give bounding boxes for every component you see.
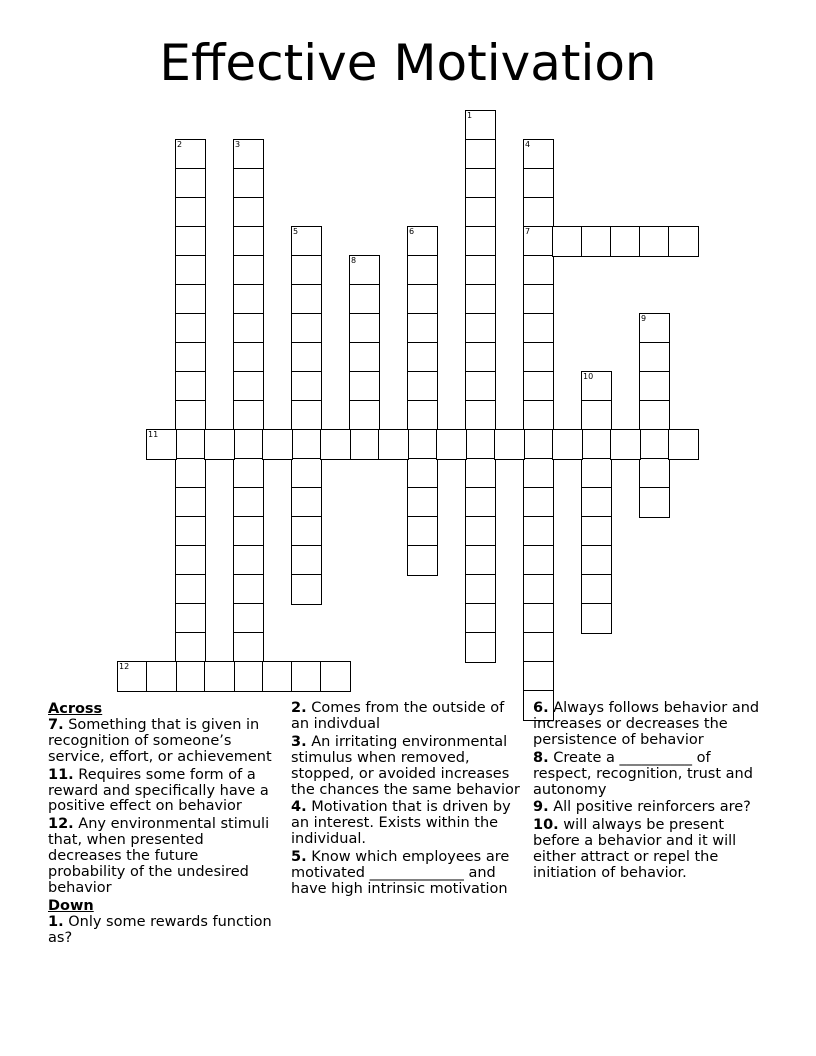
grid-cell[interactable] xyxy=(465,632,496,663)
clue-text: Only some rewards function as? xyxy=(48,913,272,946)
clue-text: Comes from the outside of an indivdual xyxy=(291,700,505,732)
clue-number: 11. xyxy=(48,766,74,783)
grid-cell[interactable] xyxy=(523,342,554,373)
grid-cell[interactable] xyxy=(465,284,496,315)
clue-number: 12. xyxy=(48,816,74,833)
grid-cell[interactable] xyxy=(262,429,293,460)
grid-cell[interactable] xyxy=(610,226,641,257)
grid-cell[interactable] xyxy=(465,342,496,373)
clue-column-3 xyxy=(533,701,765,884)
clue-number: 8. xyxy=(533,749,549,766)
grid-cell[interactable] xyxy=(523,574,554,605)
grid-cell[interactable] xyxy=(465,545,496,576)
grid-cell[interactable] xyxy=(204,661,235,692)
grid-cell[interactable] xyxy=(581,574,612,605)
cell-number: 12 xyxy=(119,662,130,671)
cell-number: 1 xyxy=(467,111,473,120)
grid-cell[interactable] xyxy=(175,458,206,489)
grid-cell[interactable] xyxy=(175,661,206,692)
clue-text: Requires some form of a reward and specifically have a positive effect on behavior xyxy=(48,766,269,815)
grid-cell[interactable] xyxy=(291,458,322,489)
clue-number: 6. xyxy=(533,700,549,716)
grid-cell[interactable] xyxy=(291,342,322,373)
clue-number: 9. xyxy=(533,799,549,816)
down-heading: Down xyxy=(48,897,94,914)
across-heading: Across xyxy=(48,701,103,717)
cell-number: 9 xyxy=(641,314,647,323)
grid-cell[interactable] xyxy=(233,139,264,170)
grid-cell[interactable] xyxy=(407,342,438,373)
grid-cell[interactable] xyxy=(465,487,496,518)
clue-text: Something that is given in recognition of someone’s service, effort, or achievement xyxy=(48,716,272,765)
grid-cell[interactable] xyxy=(175,632,206,663)
grid-cell[interactable] xyxy=(581,458,612,489)
grid-cell[interactable] xyxy=(233,400,264,431)
grid-cell[interactable] xyxy=(465,313,496,344)
grid-cell[interactable] xyxy=(465,168,496,199)
cell-number: 7 xyxy=(525,227,531,236)
grid-cell[interactable] xyxy=(610,429,641,460)
page-title: Effective Motivation xyxy=(159,34,657,92)
grid-cell[interactable] xyxy=(523,371,554,402)
grid-cell[interactable] xyxy=(175,197,206,228)
grid-cell[interactable] xyxy=(349,313,380,344)
grid-cell[interactable] xyxy=(291,284,322,315)
grid-cell[interactable] xyxy=(320,429,351,460)
grid-cell[interactable] xyxy=(407,284,438,315)
grid-cell[interactable] xyxy=(407,255,438,286)
grid-cell[interactable] xyxy=(233,574,264,605)
grid-cell[interactable] xyxy=(523,487,554,518)
grid-cell[interactable] xyxy=(233,313,264,344)
grid-cell[interactable] xyxy=(291,255,322,286)
clue-text: Know which employees are motivated _____________ and have high intrinsic motivation xyxy=(291,849,510,897)
grid-cell[interactable] xyxy=(581,226,612,257)
grid-cell[interactable] xyxy=(407,371,438,402)
grid-cell[interactable] xyxy=(465,574,496,605)
cell-number: 4 xyxy=(525,140,531,149)
grid-cell[interactable] xyxy=(175,516,206,547)
clue-number: 3. xyxy=(291,733,307,750)
grid-cell[interactable] xyxy=(523,255,554,286)
down-clue-8 xyxy=(533,751,765,799)
grid-cell[interactable] xyxy=(407,545,438,576)
grid-cell[interactable] xyxy=(291,226,322,257)
grid-cell[interactable] xyxy=(523,661,554,692)
down-clue-1 xyxy=(48,915,280,947)
across-clue-12 xyxy=(48,817,280,897)
grid-cell[interactable] xyxy=(233,342,264,373)
grid-cell[interactable] xyxy=(581,429,612,460)
grid-cell[interactable] xyxy=(146,661,177,692)
grid-cell[interactable] xyxy=(523,139,554,170)
grid-cell[interactable] xyxy=(175,400,206,431)
grid-cell[interactable] xyxy=(639,458,670,489)
clue-text: An irritating environmental stimulus when removed, stopped, or avoided increases the chances the same behavior xyxy=(291,733,520,798)
down-clue-2 xyxy=(291,701,526,733)
grid-cell[interactable] xyxy=(175,255,206,286)
grid-cell[interactable] xyxy=(581,487,612,518)
grid-cell[interactable] xyxy=(552,226,583,257)
down-clue-3 xyxy=(291,735,526,799)
grid-cell[interactable] xyxy=(552,429,583,460)
grid-cell[interactable] xyxy=(233,371,264,402)
down-clue-10 xyxy=(533,818,765,882)
grid-cell[interactable] xyxy=(175,574,206,605)
down-clue-9 xyxy=(533,800,765,816)
grid-cell[interactable] xyxy=(639,487,670,518)
across-clue-7 xyxy=(48,718,280,766)
grid-cell[interactable] xyxy=(465,226,496,257)
grid-cell[interactable] xyxy=(175,371,206,402)
grid-cell[interactable] xyxy=(175,429,206,460)
grid-cell[interactable] xyxy=(581,545,612,576)
grid-cell[interactable] xyxy=(465,197,496,228)
grid-cell[interactable] xyxy=(407,458,438,489)
clue-text: Always follows behavior and increases or decreases the persistence of behavior xyxy=(533,700,760,748)
clue-text: Create a __________ of respect, recognition, trust and autonomy xyxy=(533,749,753,798)
grid-cell[interactable] xyxy=(465,603,496,634)
clue-number: 1. xyxy=(48,913,64,930)
grid-cell[interactable] xyxy=(465,255,496,286)
grid-cell[interactable] xyxy=(523,284,554,315)
grid-cell[interactable] xyxy=(233,284,264,315)
grid-cell[interactable] xyxy=(233,197,264,228)
grid-cell[interactable] xyxy=(465,371,496,402)
grid-cell[interactable] xyxy=(175,342,206,373)
cell-number: 3 xyxy=(235,140,241,149)
clue-text: All positive reinforcers are? xyxy=(553,799,751,816)
grid-cell[interactable] xyxy=(175,284,206,315)
grid-cell[interactable] xyxy=(523,226,554,257)
grid-cell[interactable] xyxy=(146,429,177,460)
grid-cell[interactable] xyxy=(639,429,670,460)
cell-number: 2 xyxy=(177,140,183,149)
grid-cell[interactable] xyxy=(581,603,612,634)
down-clue-6 xyxy=(533,701,765,749)
grid-cell[interactable] xyxy=(291,371,322,402)
grid-cell[interactable] xyxy=(233,545,264,576)
grid-cell[interactable] xyxy=(233,429,264,460)
grid-cell[interactable] xyxy=(523,197,554,228)
grid-cell[interactable] xyxy=(436,429,467,460)
grid-cell[interactable] xyxy=(465,139,496,170)
grid-cell[interactable] xyxy=(494,429,525,460)
grid-cell[interactable] xyxy=(407,487,438,518)
grid-cell[interactable] xyxy=(523,603,554,634)
grid-cell[interactable] xyxy=(523,429,554,460)
cell-number: 5 xyxy=(293,227,299,236)
grid-cell[interactable] xyxy=(291,313,322,344)
grid-cell[interactable] xyxy=(407,429,438,460)
grid-cell[interactable] xyxy=(175,168,206,199)
clue-number: 5. xyxy=(291,849,307,866)
grid-cell[interactable] xyxy=(523,632,554,663)
clue-number: 4. xyxy=(291,799,307,816)
clue-column-2 xyxy=(291,701,526,900)
grid-cell[interactable] xyxy=(407,400,438,431)
grid-cell[interactable] xyxy=(233,226,264,257)
grid-cell[interactable] xyxy=(233,516,264,547)
grid-cell[interactable] xyxy=(581,371,612,402)
cell-number: 8 xyxy=(351,256,357,265)
grid-cell[interactable] xyxy=(407,516,438,547)
cell-number: 11 xyxy=(148,430,159,439)
grid-cell[interactable] xyxy=(291,545,322,576)
grid-cell[interactable] xyxy=(349,371,380,402)
grid-cell[interactable] xyxy=(233,661,264,692)
grid-cell[interactable] xyxy=(117,661,148,692)
grid-cell[interactable] xyxy=(349,255,380,286)
grid-cell[interactable] xyxy=(291,574,322,605)
grid-cell[interactable] xyxy=(233,632,264,663)
grid-cell[interactable] xyxy=(349,400,380,431)
grid-cell[interactable] xyxy=(291,400,322,431)
grid-cell[interactable] xyxy=(465,458,496,489)
grid-cell[interactable] xyxy=(668,226,699,257)
grid-cell[interactable] xyxy=(668,429,699,460)
grid-cell[interactable] xyxy=(378,429,409,460)
grid-cell[interactable] xyxy=(523,400,554,431)
grid-cell[interactable] xyxy=(523,458,554,489)
grid-cell[interactable] xyxy=(233,487,264,518)
grid-cell[interactable] xyxy=(349,284,380,315)
grid-cell[interactable] xyxy=(175,313,206,344)
clue-text: will always be present before a behavior and it will either attract or repel the initiation of behavior. xyxy=(533,817,737,882)
grid-cell[interactable] xyxy=(407,313,438,344)
clue-number: 2. xyxy=(291,700,307,716)
grid-cell[interactable] xyxy=(175,139,206,170)
clue-text: Any environmental stimuli that, when presented decreases the future probability of the undesired behavior xyxy=(48,816,270,896)
grid-cell[interactable] xyxy=(233,458,264,489)
grid-cell[interactable] xyxy=(639,371,670,402)
grid-cell[interactable] xyxy=(407,226,438,257)
clue-column-1 xyxy=(48,701,280,949)
grid-cell[interactable] xyxy=(175,226,206,257)
grid-cell[interactable] xyxy=(639,400,670,431)
grid-cell[interactable] xyxy=(465,516,496,547)
grid-cell[interactable] xyxy=(291,661,322,692)
grid-cell[interactable] xyxy=(233,255,264,286)
grid-cell[interactable] xyxy=(320,661,351,692)
grid-cell[interactable] xyxy=(291,516,322,547)
grid-cell[interactable] xyxy=(523,516,554,547)
grid-cell[interactable] xyxy=(291,429,322,460)
cell-number: 6 xyxy=(409,227,415,236)
grid-cell[interactable] xyxy=(204,429,235,460)
grid-cell[interactable] xyxy=(581,400,612,431)
grid-cell[interactable] xyxy=(175,487,206,518)
clue-text: Motivation that is driven by an interest. Exists within the individual. xyxy=(291,799,511,848)
grid-cell[interactable] xyxy=(233,603,264,634)
grid-cell[interactable] xyxy=(465,429,496,460)
grid-cell[interactable] xyxy=(523,313,554,344)
down-clue-4 xyxy=(291,800,526,848)
grid-cell[interactable] xyxy=(639,342,670,373)
grid-cell[interactable] xyxy=(233,168,264,199)
across-clue-11 xyxy=(48,768,280,816)
grid-cell[interactable] xyxy=(523,545,554,576)
clue-number: 10. xyxy=(533,817,559,834)
grid-cell[interactable] xyxy=(639,313,670,344)
grid-cell[interactable] xyxy=(523,168,554,199)
grid-cell[interactable] xyxy=(465,110,496,141)
grid-cell[interactable] xyxy=(639,226,670,257)
grid-cell[interactable] xyxy=(175,545,206,576)
grid-cell[interactable] xyxy=(262,661,293,692)
grid-cell[interactable] xyxy=(465,400,496,431)
grid-cell[interactable] xyxy=(581,516,612,547)
grid-cell[interactable] xyxy=(291,487,322,518)
grid-cell[interactable] xyxy=(175,603,206,634)
down-clue-5 xyxy=(291,850,526,898)
grid-cell[interactable] xyxy=(349,429,380,460)
cell-number: 10 xyxy=(583,372,594,381)
grid-cell[interactable] xyxy=(349,342,380,373)
clue-number: 7. xyxy=(48,716,64,733)
